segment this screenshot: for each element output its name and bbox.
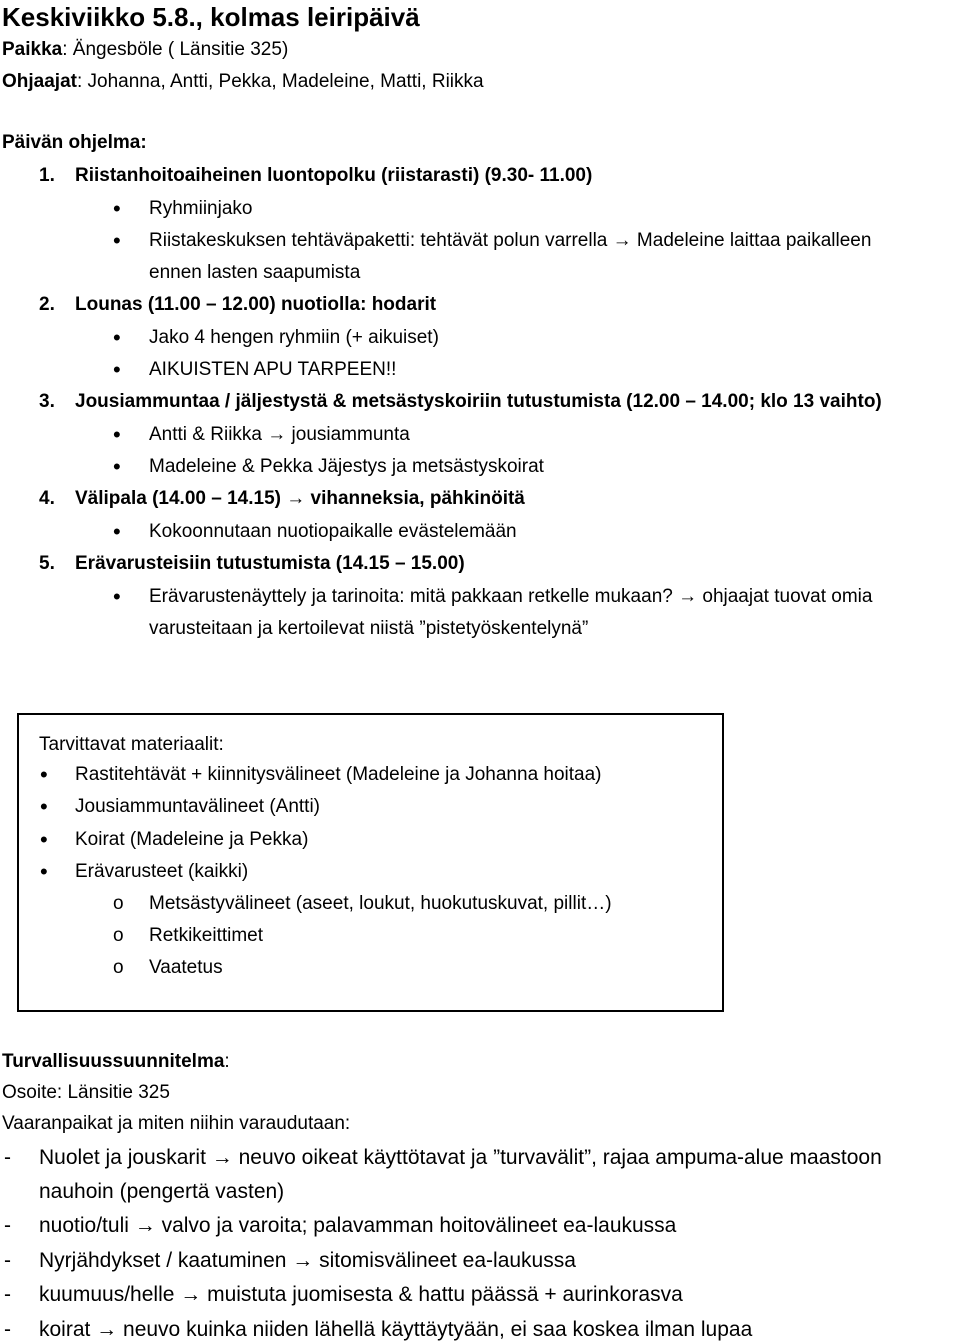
bullet-icon: • [113, 584, 121, 609]
instructors-value: : Johanna, Antti, Pekka, Madeleine, Matti, Riikka [76, 71, 484, 92]
program-bullet-continuation: varusteitaan ja kertoilevat niistä ”pistetyöskentelynä” [149, 618, 589, 639]
hazard-item: koirat → neuvo kuinka niiden lähellä käyttäytyään, ei saa koskea ilman lupaa [39, 1318, 753, 1341]
hazard-item: Nuolet ja jouskarit → neuvo oikeat käyttötavat ja ”turvavälit”, rajaa ampuma-alue maastoon [39, 1146, 882, 1169]
place-label: Paikka [2, 39, 63, 60]
hazard-item: nuotio/tuli → valvo ja varoita; palavamman hoitovälineet ea-laukussa [39, 1214, 677, 1237]
bullet-icon: • [113, 325, 121, 350]
materials-subitem: Retkikeittimet [149, 925, 264, 946]
bullet-icon: • [40, 827, 48, 852]
program-heading: Päivän ohjelma: [2, 132, 147, 153]
program-number: 3. [39, 391, 55, 412]
bullet-icon: • [113, 357, 121, 382]
bullet-icon: • [113, 196, 121, 221]
program-bullet: Madeleine & Pekka Jäjestys ja metsästyskoirat [149, 456, 544, 477]
program-number: 2. [39, 294, 55, 315]
program-bullet: Erävarustenäyttely ja tarinoita: mitä pakkaan retkelle mukaan? → ohjaajat tuovat omia [149, 586, 873, 607]
program-bullet: Kokoonnutaan nuotiopaikalle evästelemään [149, 521, 517, 542]
sub-bullet-marker: o [113, 957, 124, 978]
program-item-title: Lounas (11.00 – 12.00) nuotiolla: hodarit [75, 294, 437, 315]
bullet-icon: • [40, 859, 48, 884]
hazard-item-continuation: nauhoin (pengertä vasten) [39, 1180, 285, 1203]
dash-marker: - [4, 1146, 11, 1169]
program-number: 4. [39, 488, 55, 509]
dash-marker: - [4, 1214, 11, 1237]
page-title: Keskiviikko 5.8., kolmas leiripäivä [2, 2, 420, 32]
instructors-label: Ohjaajat [2, 71, 77, 92]
materials-item: Rastitehtävät + kiinnitysvälineet (Madeleine ja Johanna hoitaa) [75, 764, 602, 785]
instructors-line [2, 70, 484, 94]
program-bullet-continuation: ennen lasten saapumista [149, 262, 361, 283]
bullet-icon: • [40, 762, 48, 787]
materials-heading: Tarvittavat materiaalit: [39, 734, 224, 755]
materials-item: Koirat (Madeleine ja Pekka) [75, 829, 309, 850]
safety-address: Osoite: Länsitie 325 [2, 1082, 170, 1103]
materials-item: Jousiammuntavälineet (Antti) [75, 796, 320, 817]
program-bullet: Antti & Riikka → jousiammunta [149, 424, 410, 445]
materials-subitem: Metsästyvälineet (aseet, loukut, huokutuskuvat, pillit…) [149, 893, 612, 914]
program-bullet: Riistakeskuksen tehtäväpaketti: tehtävät polun varrella → Madeleine laittaa paikalleen [149, 230, 872, 251]
materials-item: Erävarusteet (kaikki) [75, 861, 249, 882]
safety-heading-colon: : [224, 1051, 230, 1072]
bullet-icon: • [113, 422, 121, 447]
program-item-title: Välipala (14.00 – 14.15) → vihanneksia, pähkinöitä [75, 488, 525, 509]
place-line [2, 38, 288, 62]
program-item-title: Riistanhoitoaiheinen luontopolku (riistarasti) (9.30- 11.00) [75, 165, 593, 186]
hazards-heading: Vaaranpaikat ja miten niihin varaudutaan: [2, 1113, 351, 1134]
materials-subitem: Vaatetus [149, 957, 223, 978]
hazard-item: kuumuus/helle → muistuta juomisesta & hattu päässä + aurinkorasva [39, 1283, 683, 1306]
dash-marker: - [4, 1283, 11, 1306]
sub-bullet-marker: o [113, 925, 124, 946]
safety-heading-line [2, 1050, 230, 1074]
program-item-title: Erävarusteisiin tutustumista (14.15 – 15.00) [75, 553, 465, 574]
program-bullet: Jako 4 hengen ryhmiin (+ aikuiset) [149, 327, 439, 348]
dash-marker: - [4, 1318, 11, 1341]
dash-marker: - [4, 1249, 11, 1272]
program-number: 1. [39, 165, 55, 186]
hazard-item: Nyrjähdykset / kaatuminen → sitomisvälineet ea-laukussa [39, 1249, 576, 1272]
bullet-icon: • [113, 228, 121, 253]
program-number: 5. [39, 553, 55, 574]
program-bullet: AIKUISTEN APU TARPEEN!! [149, 359, 397, 380]
program-item-title: Jousiammuntaa / jäljestystä & metsästyskoiriin tutustumista (12.00 – 14.00; klo 13 vaihto) [75, 391, 882, 412]
safety-heading: Turvallisuussuunnitelma [2, 1051, 225, 1072]
program-bullet: Ryhmiinjako [149, 198, 253, 219]
sub-bullet-marker: o [113, 893, 124, 914]
bullet-icon: • [113, 454, 121, 479]
place-value: : Ängesböle ( Länsitie 325) [62, 39, 289, 60]
bullet-icon: • [40, 794, 48, 819]
bullet-icon: • [113, 519, 121, 544]
